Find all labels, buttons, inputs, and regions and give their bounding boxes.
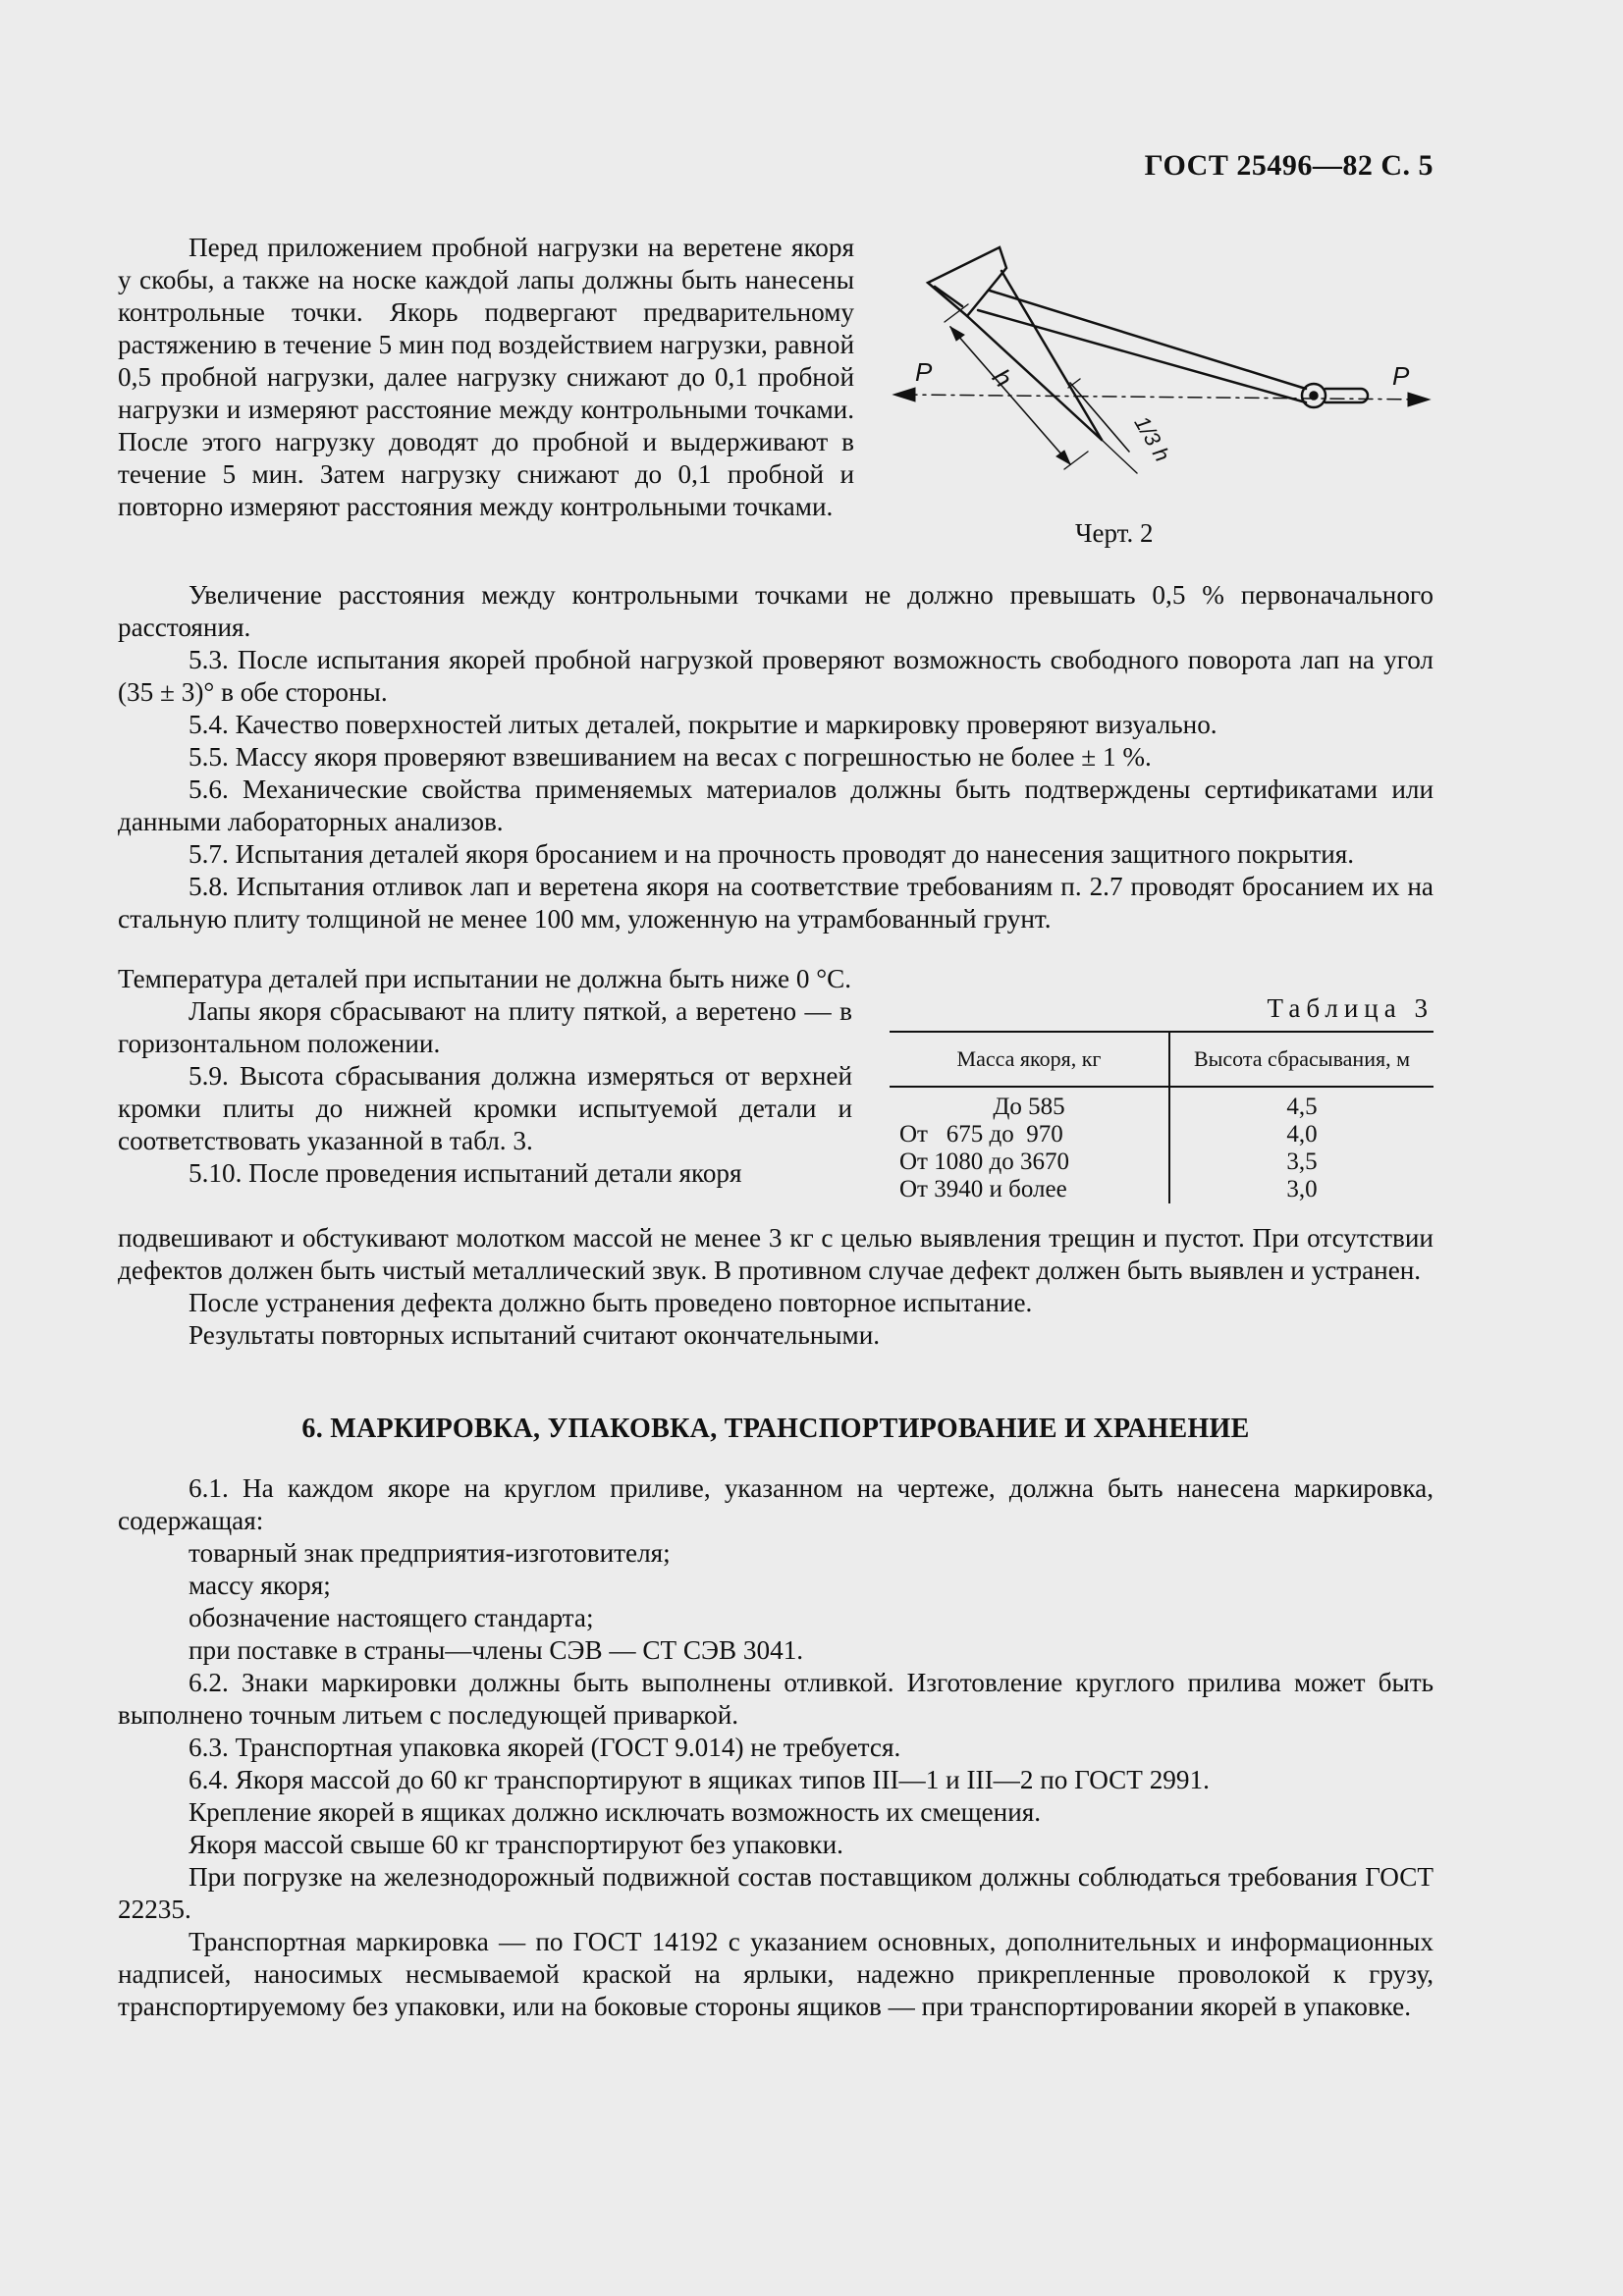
paragraph: 5.7. Испытания деталей якоря бросанием и на прочность проводят до нанесения защитного покрытия. <box>189 839 1355 869</box>
paragraph: 5.3. После испытания якорей пробной нагрузкой проверяют возможность свободного поворота лап на угол (35 ± 3)° в обе стороны. <box>118 645 1434 707</box>
table-cell: 4,5 <box>1286 1094 1318 1120</box>
paragraph: Перед приложением пробной нагрузки на веретене якоря у скобы, а также на носке каждой лапы должны быть нанесены контрольные точки. Якорь подвергают предварительному растяжению в течение 5 мин под воздействием нагрузки, равной 0,5 пробной нагрузки, далее нагрузку снижают до 0,1 пробной нагрузки и измеряют расстояние между контрольными точками. После этого нагрузку доводят до пробной и выдерживают в течение 5 мин. Затем нагрузку снижают до 0,1 пробной и повторно измеряют расстояния между контрольными точками. <box>118 233 854 521</box>
table-cell: 3,0 <box>1286 1176 1318 1202</box>
paragraph: подвешивают и обстукивают молотком массой не менее 3 кг с целью выявления трещин и пустот. При отсутствии дефектов должен быть чистый металлический звук. В противном случае дефект должен быть выявлен и устранен. <box>118 1223 1434 1285</box>
paragraph: 5.10. После проведения испытаний детали якоря <box>189 1158 742 1188</box>
section-heading: 6. МАРКИРОВКА, УПАКОВКА, ТРАНСПОРТИРОВАНИЕ И ХРАНЕНИЕ <box>301 1414 1250 1444</box>
paragraph: Якоря массой свыше 60 кг транспортируют без упаковки. <box>189 1830 843 1859</box>
section-6-body <box>118 1472 1434 2023</box>
list-item: обозначение настоящего стандарта; <box>189 1603 594 1632</box>
table-cell: От 1080 до 3670 <box>890 1148 1169 1176</box>
table-header: Высота сбрасывания, м <box>1169 1032 1434 1087</box>
label-p-left: P <box>915 357 933 387</box>
paragraph: 5.9. Высота сбрасывания должна измеряться от верхней кромки плиты до нижней кромки испытуемой детали и соответствовать указанной в табл. 3. <box>118 1061 852 1155</box>
page-header: ГОСТ 25496—82 С. 5 <box>1144 149 1434 182</box>
paragraph: 5.8. Испытания отливок лап и веретена якоря на соответствие требованиям п. 2.7 проводят бросанием их на стальную плиту толщиной не менее 100 мм, уложенную на утрамбованный грунт. <box>118 872 1434 934</box>
paragraph: 6.1. На каждом якоре на круглом приливе, указанном на чертеже, должна быть нанесена маркировка, содержащая: <box>118 1473 1434 1535</box>
label-third-h: 1/3 h <box>1129 411 1175 466</box>
paragraph: Увеличение расстояния между контрольными точками не должно превышать 0,5 % первоначального расстояния. <box>118 580 1434 642</box>
paragraph: 6.3. Транспортная упаковка якорей (ГОСТ 9.014) не требуется. <box>189 1733 901 1762</box>
table-header: Масса якоря, кг <box>890 1032 1169 1087</box>
table-cell: От 3940 и более <box>890 1176 1169 1203</box>
list-item: массу якоря; <box>189 1571 331 1600</box>
table-row <box>890 1176 1434 1203</box>
text-block-2 <box>118 579 1434 935</box>
paragraph: 6.2. Знаки маркировки должны быть выполнены отливкой. Изготовление круглого прилива может быть выполнено точным литьем с последующей приваркой. <box>118 1668 1434 1730</box>
paragraph: 5.4. Качество поверхностей литых деталей, покрытие и маркировку проверяют визуально. <box>189 710 1217 739</box>
figure-caption: Черт. 2 <box>1075 518 1154 548</box>
label-h: h <box>986 362 1019 394</box>
text-block-4 <box>118 1222 1434 1352</box>
text-block-3 <box>118 963 852 1190</box>
paragraph: 6.4. Якоря массой до 60 кг транспортируют в ящиках типов III—1 и III—2 по ГОСТ 2991. <box>189 1765 1210 1794</box>
list-item: товарный знак предприятия-изготовителя; <box>189 1538 671 1568</box>
table-row <box>890 1087 1434 1121</box>
table-cell: До 585 <box>890 1087 1169 1121</box>
paragraph: После устранения дефекта должно быть проведено повторное испытание. <box>189 1288 1033 1317</box>
paragraph: 5.6. Механические свойства применяемых материалов должны быть подтверждены сертификатами или данными лабораторных анализов. <box>118 774 1434 836</box>
paragraph: Температура деталей при испытании не должна быть ниже 0 °С. <box>118 964 852 993</box>
table-row <box>890 1148 1434 1176</box>
table-cell: От 675 до 970 <box>890 1121 1169 1148</box>
table-row <box>890 1121 1434 1148</box>
table-cell: 3,5 <box>1286 1148 1318 1175</box>
table-cell: 4,0 <box>1286 1121 1318 1148</box>
drop-height-table <box>890 1031 1434 1203</box>
anchor-test-drawing <box>884 226 1434 579</box>
label-p-right: P <box>1392 361 1410 391</box>
paragraph: Результаты повторных испытаний считают окончательными. <box>189 1320 881 1350</box>
paragraph: Лапы якоря сбрасывают на плиту пяткой, а веретено — в горизонтальном положении. <box>118 996 852 1058</box>
table-caption: Таблица 3 <box>1267 993 1434 1023</box>
paragraph: Транспортная маркировка — по ГОСТ 14192 с указанием основных, дополнительных и информационных надписей, наносимых несмываемой краской на ярлыки, надежно прикрепленные проволокой к грузу, транспортируемому без упаковки, или на боковые стороны ящиков — при транспортировании якорей в упаковке. <box>118 1927 1434 2021</box>
list-item: при поставке в страны—члены СЭВ — СТ СЭВ 3041. <box>189 1635 804 1665</box>
paragraph: При погрузке на железнодорожный подвижной состав поставщиком должны соблюдаться требования ГОСТ 22235. <box>118 1862 1434 1924</box>
paragraph: 5.5. Массу якоря проверяют взвешиванием на весах с погрешностью не более ± 1 %. <box>189 742 1152 772</box>
paragraph: Крепление якорей в ящиках должно исключать возможность их смещения. <box>189 1797 1042 1827</box>
text-block-1 <box>118 232 854 523</box>
